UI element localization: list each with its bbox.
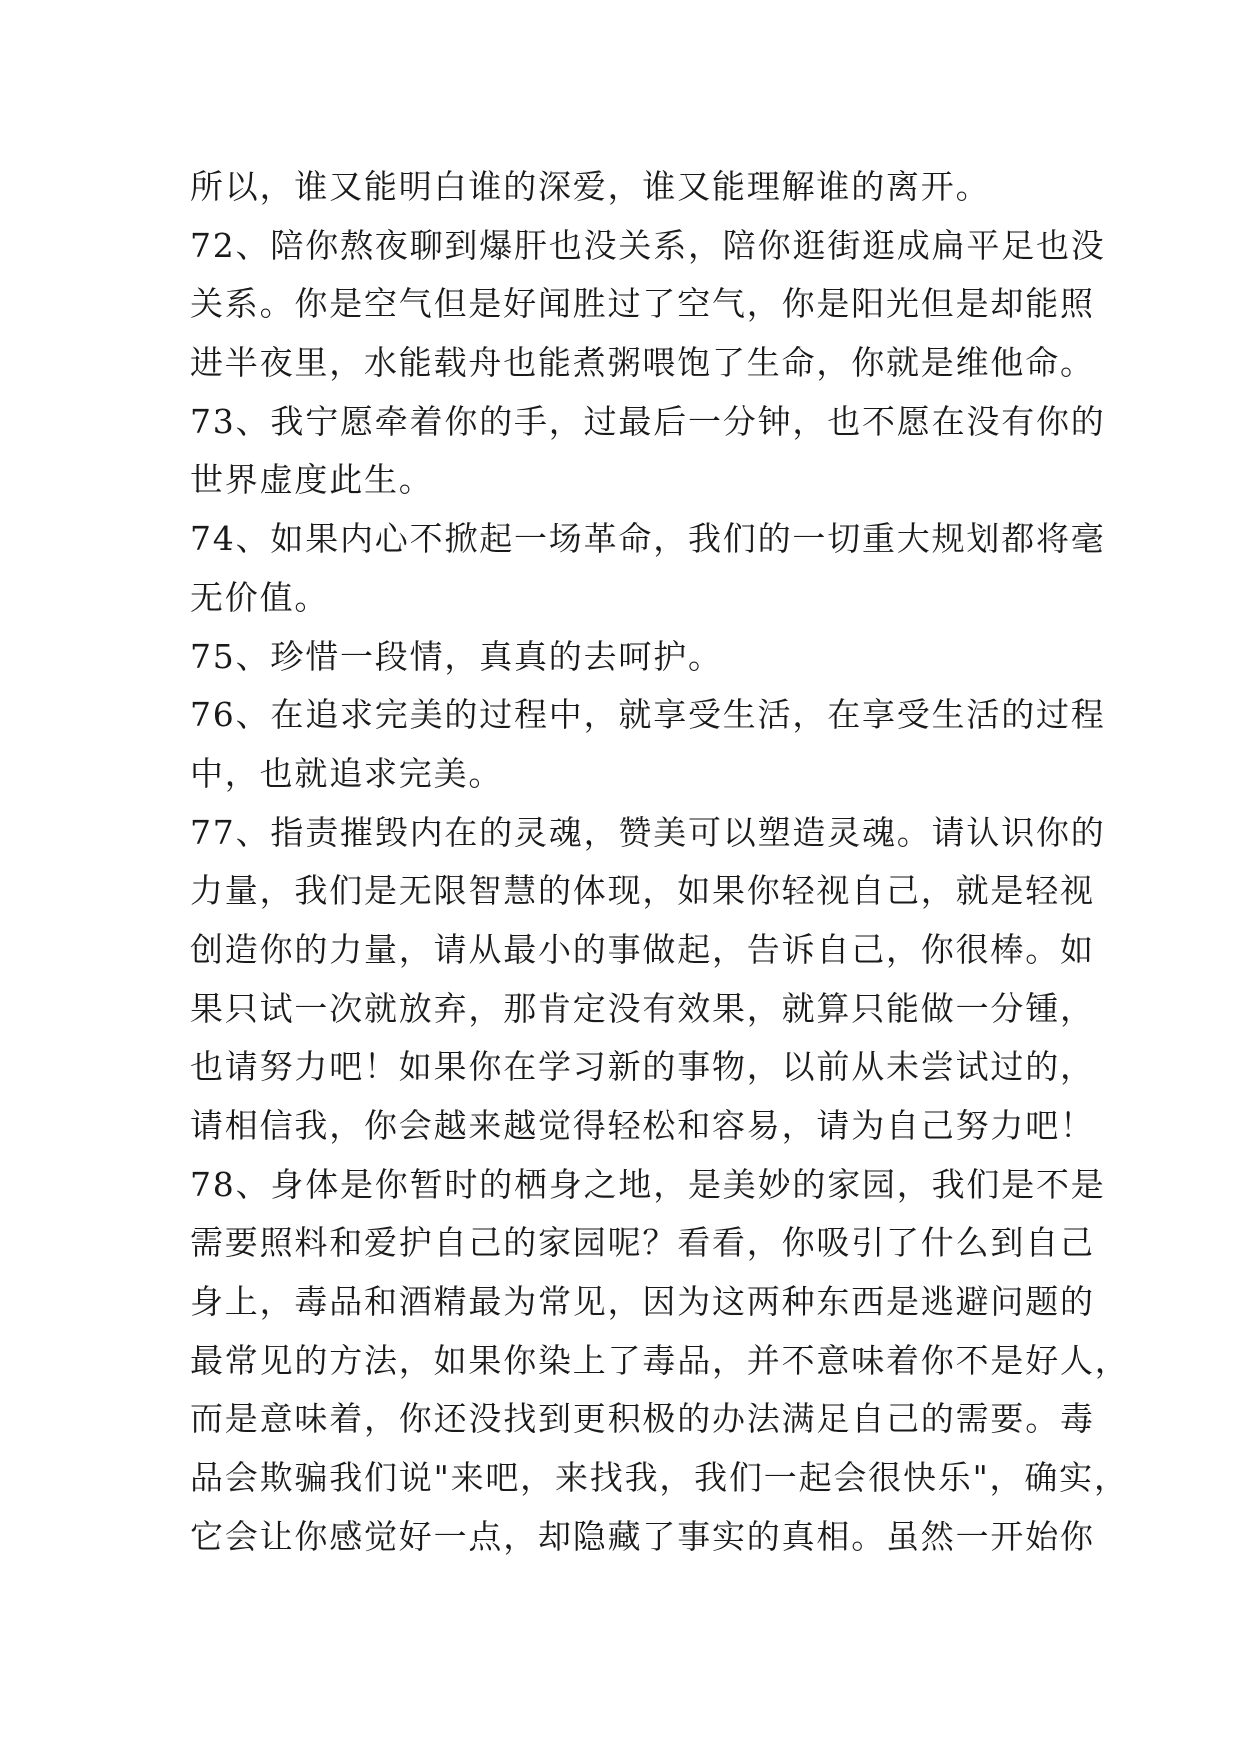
text-line: 创造你的力量，请从最小的事做起，告诉自己，你很棒。如 xyxy=(190,929,1095,969)
text-line: 请相信我，你会越来越觉得轻松和容易，请为自己努力吧！ xyxy=(190,1106,1095,1145)
text-line: 品会欺骗我们说"来吧，来找我，我们一起会很快乐"，确实， xyxy=(190,1458,1129,1498)
text-line: 世界虚度此生。 xyxy=(190,460,434,500)
body-text xyxy=(190,158,1130,1567)
text-line: 果只试一次就放弃，那肯定没有效果，就算只能做一分锺， xyxy=(190,988,1095,1028)
text-line: 力量，我们是无限智慧的体现，如果你轻视自己，就是轻视 xyxy=(190,871,1095,911)
text-line: 75、珍惜一段情，真真的去呵护。 xyxy=(190,636,723,676)
text-line: 而是意味着，你还没找到更积极的办法满足自己的需要。毒 xyxy=(190,1399,1095,1439)
text-line: 72、陪你熬夜聊到爆肝也没关系，陪你逛街逛成扁平足也没 xyxy=(190,225,1106,265)
text-line: 所以，谁又能明白谁的深爱，谁又能理解谁的离开。 xyxy=(190,167,991,206)
text-line: 77、指责摧毁内在的灵魂，赞美可以塑造灵魂。请认识你的 xyxy=(190,812,1106,852)
text-line: 76、在追求完美的过程中，就享受生活，在享受生活的过程 xyxy=(190,695,1106,735)
text-line: 无价值。 xyxy=(190,577,330,617)
text-line: 78、身体是你暂时的栖身之地，是美妙的家园，我们是不是 xyxy=(190,1164,1106,1204)
text-line: 73、我宁愿牵着你的手，过最后一分钟，也不愿在没有你的 xyxy=(190,401,1106,441)
text-line: 它会让你感觉好一点，却隐藏了事实的真相。虽然一开始你 xyxy=(190,1516,1095,1556)
text-line: 需要照料和爱护自己的家园呢？看看，你吸引了什么到自己 xyxy=(190,1223,1095,1263)
text-line: 74、如果内心不掀起一场革命，我们的一切重大规划都将毫 xyxy=(190,519,1106,559)
text-line: 最常见的方法，如果你染上了毒品，并不意味着你不是好人， xyxy=(190,1340,1130,1380)
text-line: 进半夜里，水能载舟也能煮粥喂饱了生命，你就是维他命。 xyxy=(190,343,1095,383)
text-line: 身上，毒品和酒精最为常见，因为这两种东西是逃避问题的 xyxy=(190,1282,1095,1322)
text-line: 关系。你是空气但是好闻胜过了空气，你是阳光但是却能照 xyxy=(190,284,1095,324)
text-line: 也请努力吧！如果你在学习新的事物，以前从未尝试过的， xyxy=(190,1047,1095,1087)
text-line: 中，也就追求完美。 xyxy=(190,753,504,793)
